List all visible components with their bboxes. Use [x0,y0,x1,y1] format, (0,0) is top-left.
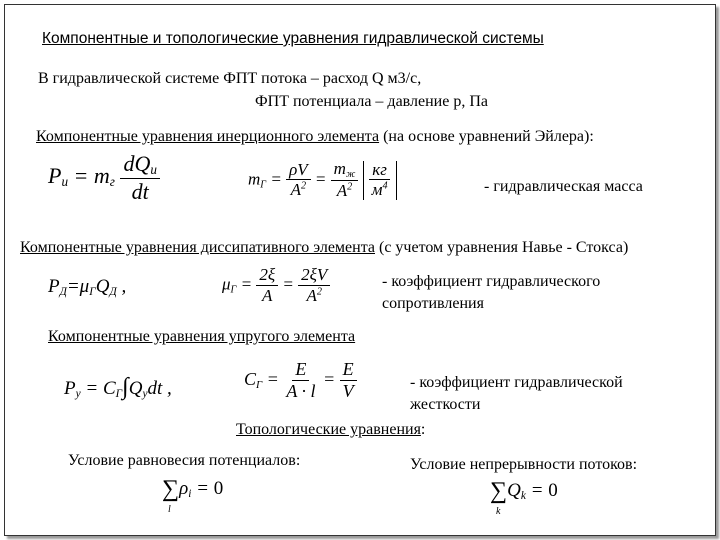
topological-heading [236,421,425,439]
resistance-formula: $\mu_Г$ = $\frac{2\xi}{A}$ = $\frac{2\xi V}{A^2}$ [222,266,330,305]
stiffness-description-2: жесткости [410,396,481,413]
potential-sum-index: l [168,504,171,515]
flow-sum-formula: $\sum Q_k = 0$ [490,478,558,504]
dissipative-heading-main: Компонентные уравнения диссипативного элемента [20,239,375,256]
intro-line-2: ФПТ потенциала – давление p, Па [255,93,488,110]
inertial-heading [36,128,594,146]
elastic-heading [48,328,355,346]
topological-heading-main: Топологические уравнения [236,421,421,438]
mass-description: - гидравлическая масса [484,178,643,195]
resistance-description-1: - коэффициент гидравлического [382,273,601,290]
inertial-formula: $P_и = m_г$ $\frac{dQ_и}{dt}$ [48,152,160,204]
inertial-heading-main: Компонентные уравнения инерционного элемента [36,128,380,145]
elastic-formula: $P_у = C_Г\int Q_уdt$ , [64,374,172,400]
elastic-heading-main: Компонентные уравнения упругого элемента [48,328,356,345]
flow-sum-index: k [496,506,501,517]
flow-condition-label: Условие непрерывности потоков: [410,456,638,473]
page-title: Компонентные и топологические уравнения гидравлической системы [42,30,544,47]
intro-line-1: В гидравлической системе ФПТ потока – расход Q м3/с, [38,70,422,87]
topological-heading-colon: : [420,421,426,438]
resistance-description-2: сопротивления [382,295,484,312]
inertial-heading-note: (на основе уравнений Эйлера): [379,128,594,145]
dissipative-formula: $P_Д=\mu_ГQ_Д$ , [48,276,127,298]
stiffness-formula: $C_Г$ = $\frac{E}{A \cdot l}$ = $\frac{E}{V}$ [244,360,357,401]
potential-condition-label: Условие равновесия потенциалов: [68,452,301,469]
dissipative-heading-note: (с учетом уравнения Навье - Стокса) [375,239,629,256]
potential-sum-formula: $\sum\rho_i = 0$ [162,476,224,502]
mass-formula: $m_Г$ = $\frac{\rho V}{A^2}$ = $\frac{m_ж}{A^2}$ $\frac{кг}{м^4}$ [248,160,397,201]
stiffness-description-1: - коэффициент гидравлической [410,374,623,391]
dissipative-heading [20,239,628,257]
